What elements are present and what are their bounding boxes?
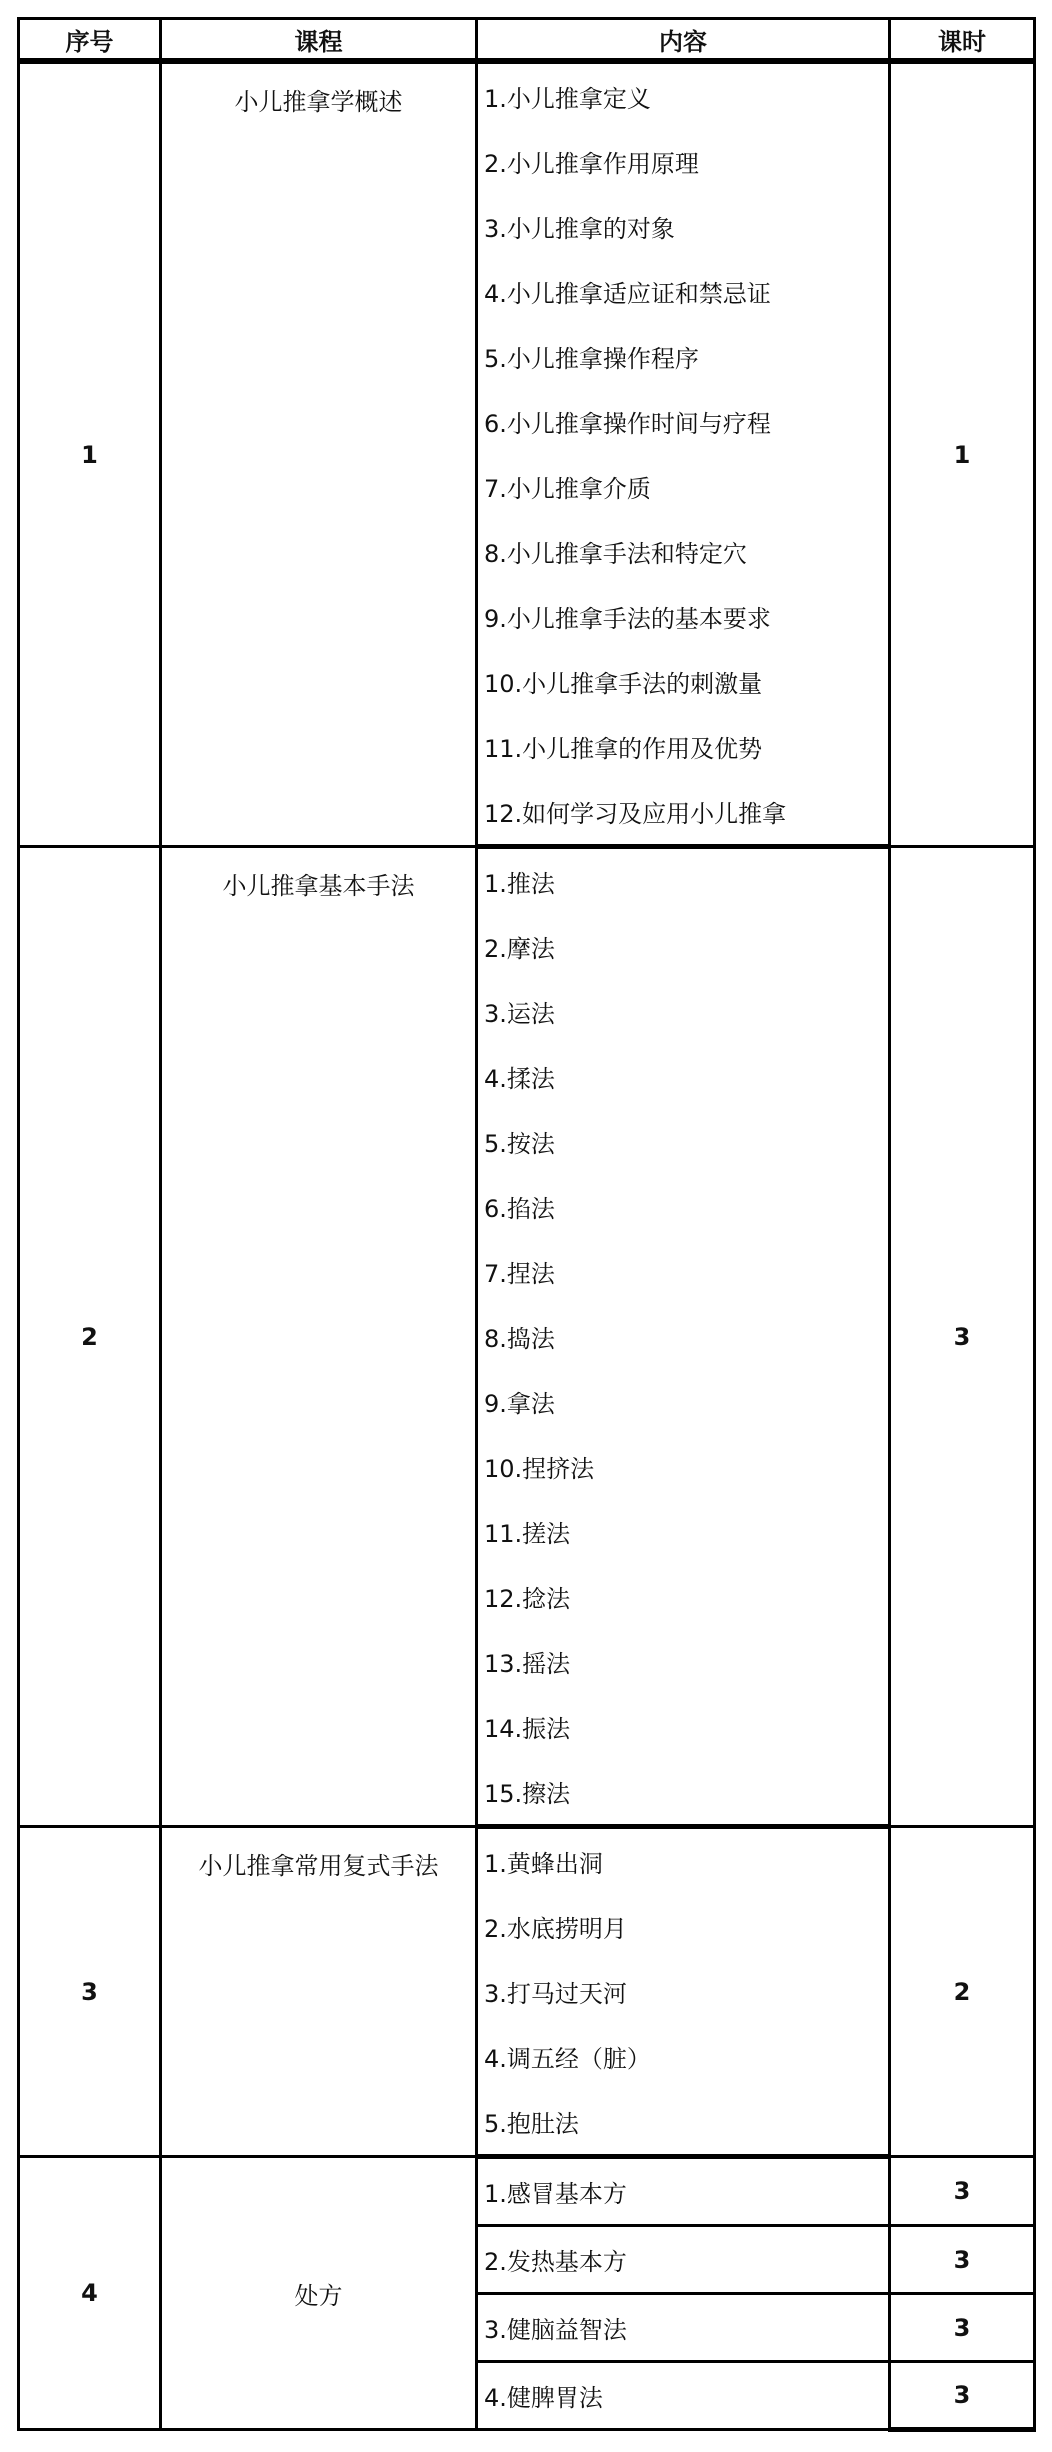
hours-cell: 3 bbox=[890, 2157, 1035, 2226]
content-item: 9.拿法 bbox=[477, 1369, 890, 1434]
content-item: 12.捻法 bbox=[477, 1564, 890, 1629]
seq-cell: 4 bbox=[19, 2157, 161, 2430]
content-item: 7.捏法 bbox=[477, 1239, 890, 1304]
content-item: 2.小儿推拿作用原理 bbox=[477, 129, 890, 194]
content-item: 4.调五经（脏） bbox=[477, 2024, 890, 2089]
content-item: 11.小儿推拿的作用及优势 bbox=[477, 714, 890, 779]
hours-cell: 3 bbox=[890, 2362, 1035, 2430]
content-item: 4.小儿推拿适应证和禁忌证 bbox=[477, 259, 890, 324]
content-item: 7.小儿推拿介质 bbox=[477, 454, 890, 519]
course-cell: 小儿推拿基本手法 bbox=[161, 847, 477, 1827]
table-body bbox=[19, 61, 1035, 2430]
seq-cell: 2 bbox=[19, 847, 161, 1827]
hours-cell: 3 bbox=[890, 847, 1035, 1827]
content-item: 4.揉法 bbox=[477, 1044, 890, 1109]
hours-cell: 1 bbox=[890, 61, 1035, 847]
table-row bbox=[19, 1827, 1035, 1895]
header-row bbox=[19, 19, 1035, 62]
content-item: 1.小儿推拿定义 bbox=[477, 61, 890, 129]
content-item: 3.打马过天河 bbox=[477, 1959, 890, 2024]
content-item: 11.搓法 bbox=[477, 1499, 890, 1564]
content-item: 3.健脑益智法 bbox=[477, 2294, 890, 2362]
course-cell: 小儿推拿学概述 bbox=[161, 61, 477, 847]
content-item: 1.推法 bbox=[477, 847, 890, 915]
content-item: 5.小儿推拿操作程序 bbox=[477, 324, 890, 389]
header-seq: 序号 bbox=[19, 19, 161, 62]
content-item: 9.小儿推拿手法的基本要求 bbox=[477, 584, 890, 649]
content-item: 6.小儿推拿操作时间与疗程 bbox=[477, 389, 890, 454]
hours-cell: 3 bbox=[890, 2294, 1035, 2362]
hours-cell: 3 bbox=[890, 2226, 1035, 2294]
content-item: 3.小儿推拿的对象 bbox=[477, 194, 890, 259]
content-item: 5.抱肚法 bbox=[477, 2089, 890, 2157]
content-item: 1.黄蜂出洞 bbox=[477, 1827, 890, 1895]
content-item: 10.捏挤法 bbox=[477, 1434, 890, 1499]
content-item: 3.运法 bbox=[477, 979, 890, 1044]
content-item: 2.发热基本方 bbox=[477, 2226, 890, 2294]
content-item: 4.健脾胃法 bbox=[477, 2362, 890, 2430]
content-item: 1.感冒基本方 bbox=[477, 2157, 890, 2226]
content-item: 13.摇法 bbox=[477, 1629, 890, 1694]
content-item: 2.摩法 bbox=[477, 914, 890, 979]
seq-cell: 3 bbox=[19, 1827, 161, 2157]
content-item: 12.如何学习及应用小儿推拿 bbox=[477, 779, 890, 847]
hours-cell: 2 bbox=[890, 1827, 1035, 2157]
content-item: 14.振法 bbox=[477, 1694, 890, 1759]
header-hours: 课时 bbox=[890, 19, 1035, 62]
content-item: 10.小儿推拿手法的刺激量 bbox=[477, 649, 890, 714]
header-course: 课程 bbox=[161, 19, 477, 62]
content-item: 8.捣法 bbox=[477, 1304, 890, 1369]
content-item: 6.掐法 bbox=[477, 1174, 890, 1239]
content-item: 8.小儿推拿手法和特定穴 bbox=[477, 519, 890, 584]
course-cell: 小儿推拿常用复式手法 bbox=[161, 1827, 477, 2157]
content-item: 15.擦法 bbox=[477, 1759, 890, 1827]
header-content: 内容 bbox=[477, 19, 890, 62]
table-row bbox=[19, 847, 1035, 915]
curriculum-table bbox=[17, 17, 1036, 2432]
content-item: 5.按法 bbox=[477, 1109, 890, 1174]
course-cell: 处方 bbox=[161, 2157, 477, 2430]
content-item: 2.水底捞明月 bbox=[477, 1894, 890, 1959]
table-row bbox=[19, 61, 1035, 129]
table-row bbox=[19, 2157, 1035, 2226]
seq-cell: 1 bbox=[19, 61, 161, 847]
